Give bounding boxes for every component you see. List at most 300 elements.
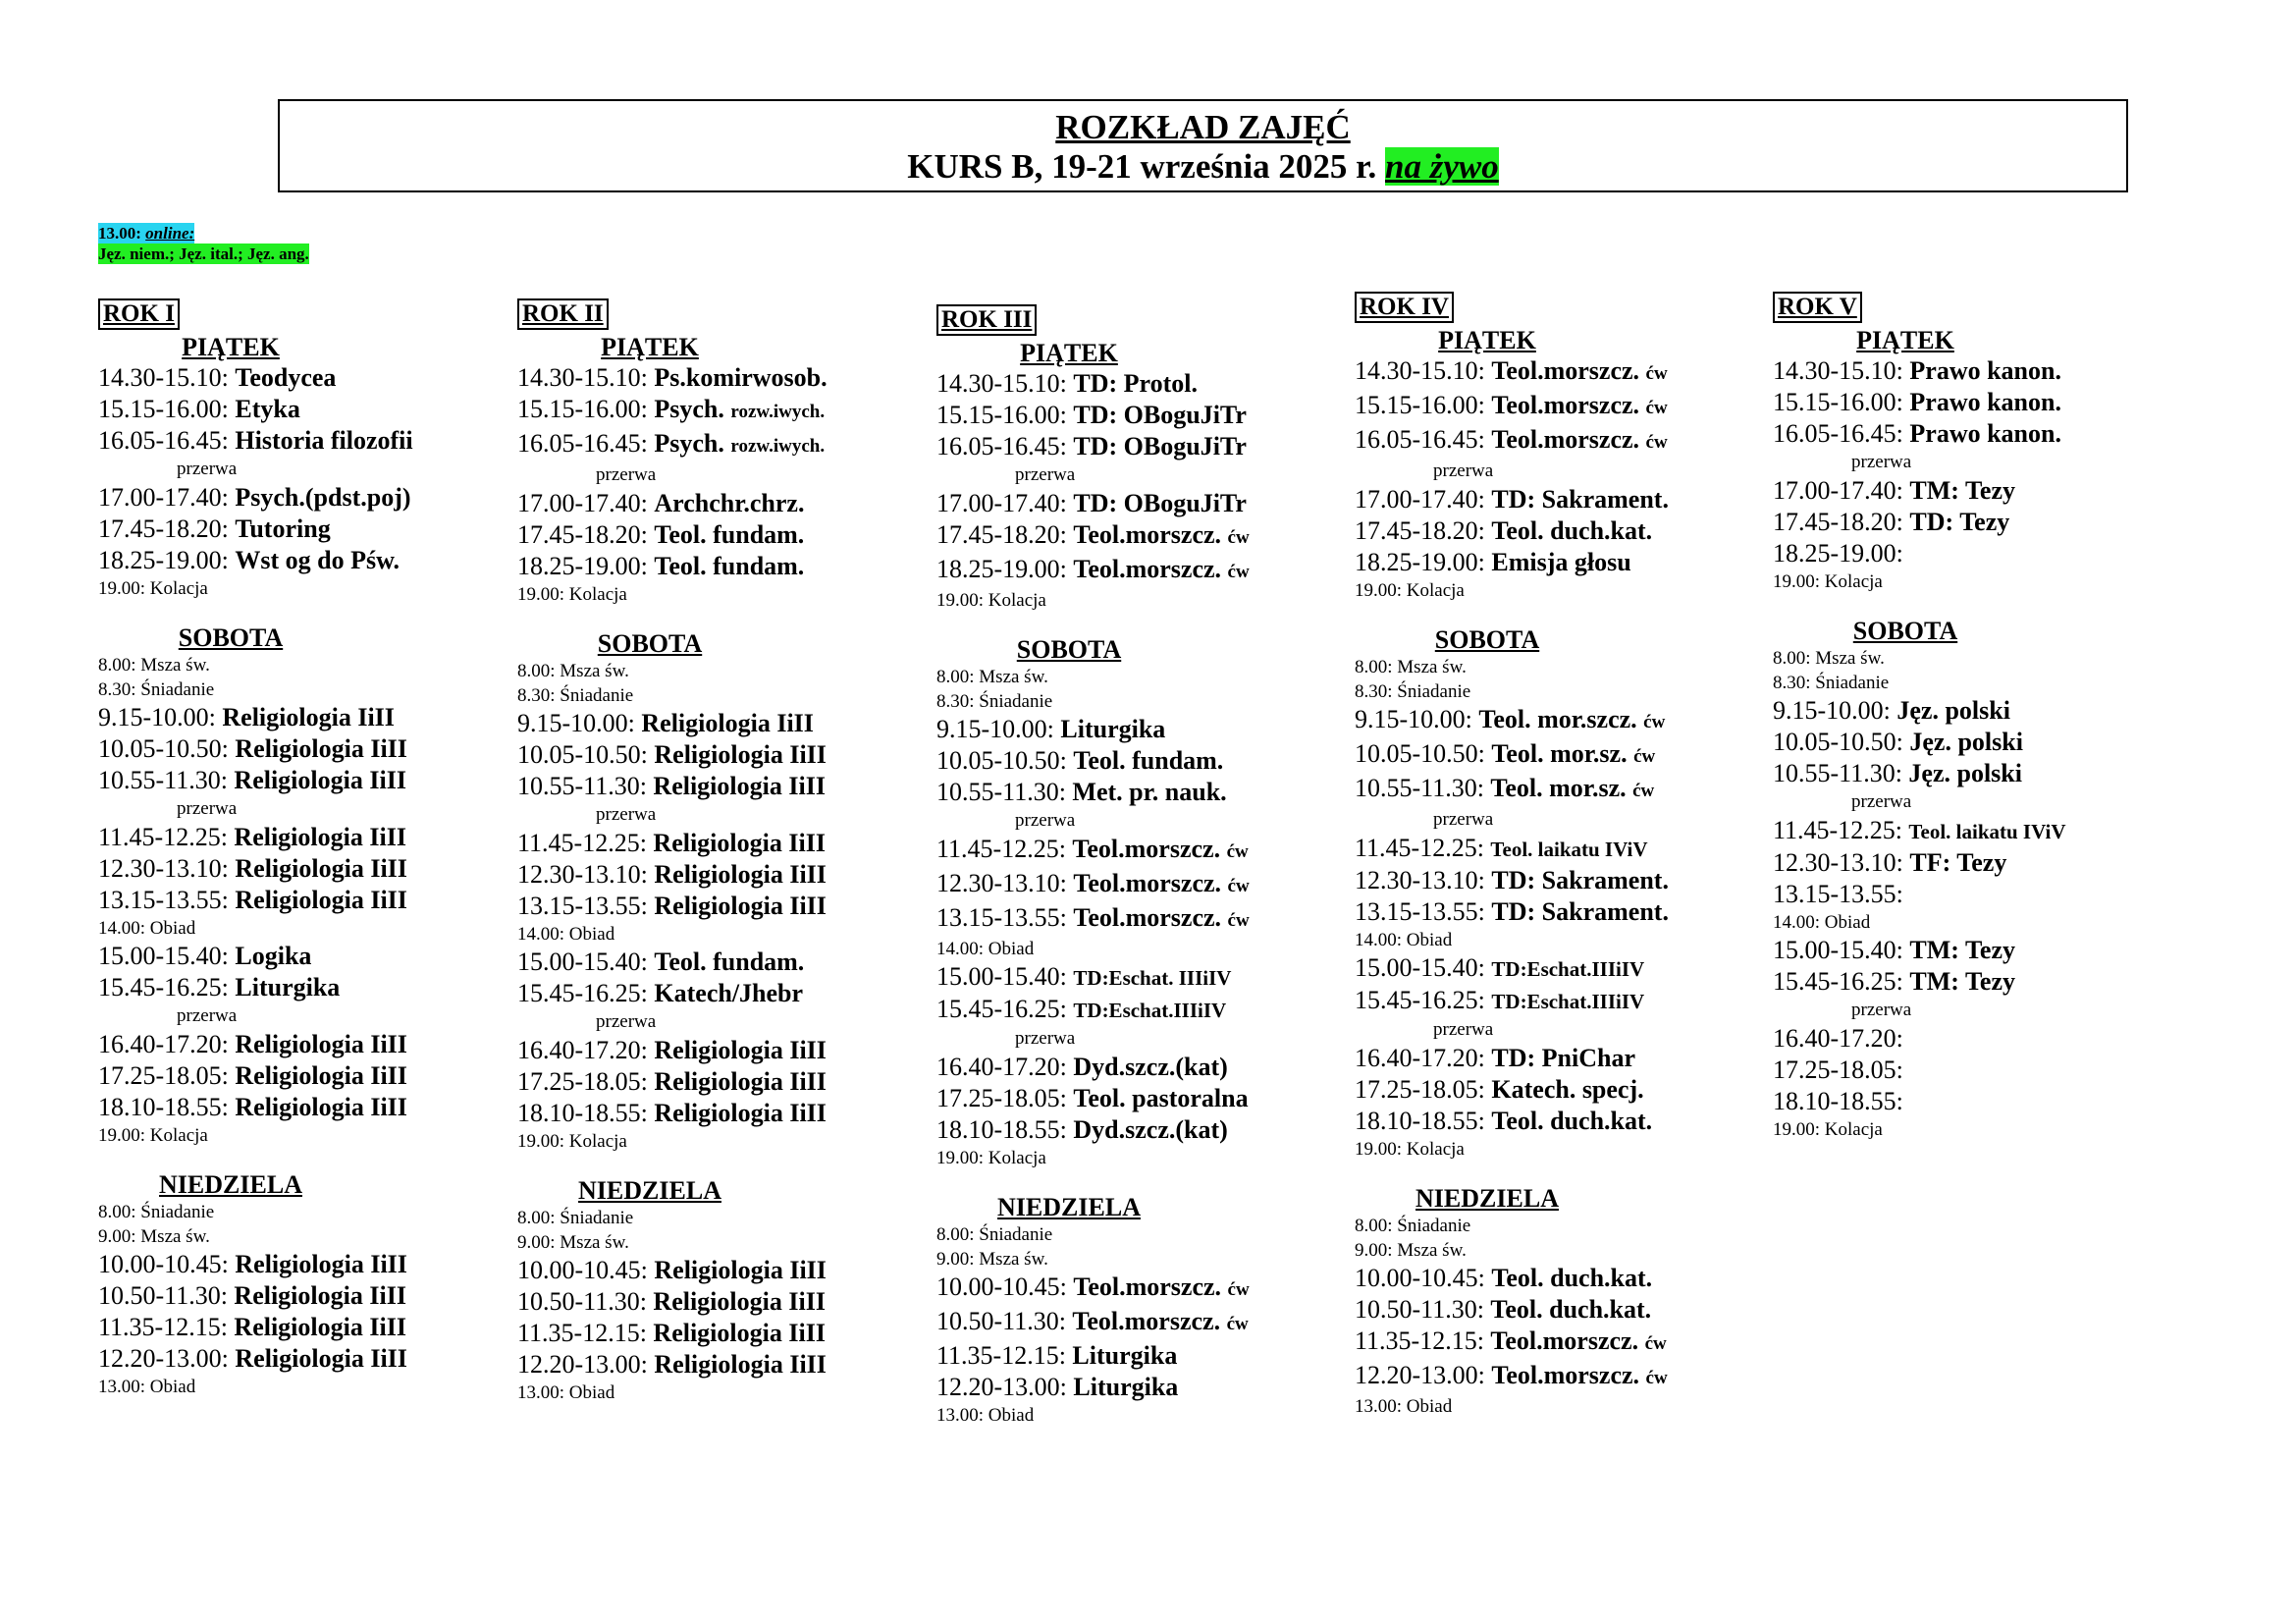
meal-entry: 9.00: Msza św. [1355, 1240, 1467, 1261]
slot-subject-note: ćw [1226, 841, 1249, 862]
slot-time: 16.05-16.45: [1773, 419, 1910, 448]
day-heading: PIĄTEK [1856, 326, 1954, 354]
slot-time: 10.00-10.45: [1355, 1264, 1492, 1292]
slot-subject: Emisja głosu [1491, 548, 1631, 576]
slot-time: 17.25-18.05: [1355, 1075, 1492, 1104]
slot-subject: TD: Sakrament. [1491, 866, 1669, 894]
schedule-slot [98, 941, 510, 972]
slot-subject: Jęz. polski [1909, 728, 2023, 756]
break-label: przerwa [1433, 460, 1494, 481]
day-spacer [98, 1148, 510, 1169]
slot-subject: Etyka [235, 395, 300, 423]
day-spacer [936, 1170, 1349, 1192]
year-column [517, 298, 930, 1405]
slot-subject: Religiologia IiII [654, 1036, 827, 1064]
online-time: 13.00: online: [98, 224, 195, 243]
schedule-slot [1355, 865, 1767, 896]
schedule-slot [936, 1340, 1349, 1372]
slot-time: 10.05-10.50: [936, 746, 1074, 775]
slot-subject-note: ćw [1632, 781, 1655, 801]
slot-time: 15.15-16.00: [517, 395, 655, 423]
slot-subject: TD:Eschat. IIIiIV [1073, 966, 1232, 990]
slot-time: 17.00-17.40: [936, 489, 1074, 517]
slot-time: 15.00-15.40: [517, 947, 655, 976]
schedule-slot [1773, 418, 2185, 450]
slot-time: 12.30-13.10: [1773, 848, 1910, 877]
meal-entry: 19.00: Kolacja [517, 584, 627, 605]
meal-entry: 8.00: Msza św. [517, 661, 629, 681]
schedule-slot [1773, 355, 2185, 387]
schedule-slot [517, 488, 930, 519]
slot-time: 17.45-18.20: [98, 514, 236, 543]
slot-time: 11.35-12.15: [936, 1341, 1073, 1370]
schedule-slot [98, 702, 510, 733]
slot-subject: Religiologia IiII [235, 1344, 407, 1373]
schedule-slot [936, 1052, 1349, 1083]
slot-time: 13.15-13.55: [517, 892, 655, 920]
slot-subject: Met. pr. nauk. [1072, 778, 1227, 806]
schedule-slot [1355, 952, 1767, 985]
slot-subject-note: rozw.iwych. [730, 402, 826, 422]
schedule-slot [936, 519, 1349, 554]
slot-subject: Religiologia IiII [235, 734, 407, 763]
slot-time: 10.55-11.30: [517, 772, 654, 800]
slot-subject: Dyd.szcz.(kat) [1073, 1115, 1228, 1144]
page-title: ROZKŁAD ZAJĘĆ [1055, 108, 1351, 146]
schedule-slot [936, 554, 1349, 588]
slot-time: 18.10-18.55: [1773, 1087, 1903, 1115]
slot-subject: TD: OBoguJiTr [1073, 432, 1247, 460]
schedule-slot [1773, 879, 2185, 910]
schedule-slot [1773, 387, 2185, 418]
schedule-slot [1355, 1326, 1767, 1360]
day-heading: NIEDZIELA [997, 1193, 1141, 1221]
slot-time: 15.45-16.25: [1355, 986, 1492, 1014]
slot-time: 9.15-10.00: [1355, 705, 1479, 733]
slot-subject: Religiologia IiII [234, 766, 406, 794]
slot-time: 17.25-18.05: [1773, 1056, 1903, 1084]
meal-entry: 19.00: Kolacja [1355, 1139, 1465, 1160]
slot-time: 15.00-15.40: [936, 962, 1074, 991]
slot-subject: Teol. duch.kat. [1491, 1264, 1653, 1292]
slot-time: 10.55-11.30: [1773, 759, 1909, 787]
meal-entry: 8.00: Śniadanie [98, 1202, 215, 1222]
slot-subject: Teol. mor.sz. [1490, 774, 1627, 802]
slot-time: 9.15-10.00: [98, 703, 223, 731]
slot-time: 18.10-18.55: [98, 1093, 236, 1121]
slot-time: 12.20-13.00: [936, 1373, 1074, 1401]
slot-subject: TD:Eschat.IIIiIV [1491, 990, 1645, 1013]
course-dates: KURS B, 19-21 września 2025 r. [907, 147, 1377, 186]
slot-subject: Religiologia IiII [234, 1281, 406, 1310]
slot-time: 16.05-16.45: [1355, 425, 1492, 454]
schedule-slot [1773, 538, 2185, 569]
slot-time: 17.25-18.05: [98, 1061, 236, 1090]
schedule-slot [517, 1066, 930, 1098]
schedule-slot [1773, 815, 2185, 847]
slot-subject: Religiologia IiII [654, 892, 827, 920]
break-label: przerwa [1433, 1019, 1494, 1040]
schedule-slot [1355, 1106, 1767, 1137]
break-label: przerwa [596, 804, 657, 825]
slot-subject: Teol.morszcz. [1073, 903, 1222, 932]
schedule-slot [98, 482, 510, 514]
meal-entry: 8.30: Śniadanie [936, 691, 1053, 712]
day-spacer [1773, 594, 2185, 616]
year-column [98, 298, 510, 1399]
slot-subject: Psych. [654, 429, 724, 458]
slot-time: 16.40-17.20: [98, 1030, 236, 1058]
schedule-slot [98, 822, 510, 853]
slot-subject: Psych.(pdst.poj) [235, 483, 411, 512]
slot-subject: Liturgika [1073, 1373, 1179, 1401]
day-heading: PIĄTEK [601, 333, 699, 361]
slot-subject-note: ćw [1227, 876, 1250, 896]
schedule-slot [98, 1249, 510, 1280]
slot-time: 18.25-19.00: [1773, 539, 1903, 568]
slot-subject: Teol. mor.sz. [1491, 739, 1628, 768]
schedule-slot [936, 1272, 1349, 1306]
slot-subject-note: ćw [1645, 432, 1668, 453]
schedule-slot [517, 1318, 930, 1349]
slot-subject: Wst og do Pśw. [235, 546, 400, 574]
day-heading: SOBOTA [1434, 625, 1540, 654]
schedule-slot [936, 745, 1349, 777]
schedule-slot [936, 1083, 1349, 1114]
schedule-slot [1355, 833, 1767, 865]
meal-entry: 8.00: Msza św. [1355, 657, 1467, 677]
slot-time: 16.05-16.45: [517, 429, 655, 458]
slot-time: 10.55-11.30: [936, 778, 1073, 806]
schedule-slot [1355, 773, 1767, 807]
slot-subject: Prawo kanon. [1909, 356, 2061, 385]
slot-subject: Teol. fundam. [654, 552, 805, 580]
online-label: online: [145, 224, 195, 243]
slot-subject: TD: Sakrament. [1491, 897, 1669, 926]
schedule-slot [1355, 1360, 1767, 1394]
slot-subject: Psych. [654, 395, 724, 423]
slot-time: 16.05-16.45: [98, 426, 236, 455]
schedule-slot [1355, 1074, 1767, 1106]
schedule-slot [98, 733, 510, 765]
schedule-slot [98, 1060, 510, 1092]
break-label: przerwa [177, 1005, 238, 1026]
slot-subject: TD: OBoguJiTr [1073, 401, 1247, 429]
slot-subject: Religiologia IiII [235, 1030, 407, 1058]
schedule-slot [517, 362, 930, 394]
slot-subject-note: ćw [1227, 562, 1250, 582]
slot-time: 15.00-15.40: [98, 942, 236, 970]
slot-subject: Religiologia IiII [654, 740, 827, 769]
slot-subject: TF: Tezy [1909, 848, 2007, 877]
slot-time: 17.00-17.40: [517, 489, 655, 517]
schedule-slot [517, 828, 930, 859]
day-heading: NIEDZIELA [1415, 1184, 1559, 1213]
schedule-slot [517, 708, 930, 739]
day-spacer [1355, 603, 1767, 624]
slot-time: 14.30-15.10: [1355, 356, 1492, 385]
slot-time: 12.30-13.10: [98, 854, 236, 883]
slot-subject: Katech. specj. [1491, 1075, 1644, 1104]
break-label: przerwa [1851, 1000, 1912, 1020]
slot-time: 15.15-16.00: [1355, 391, 1492, 419]
slot-subject: Religiologia IiII [653, 1287, 826, 1316]
meal-entry: 8.30: Śniadanie [98, 679, 215, 700]
slot-time: 13.15-13.55: [936, 903, 1074, 932]
slot-time: 18.25-19.00: [1355, 548, 1492, 576]
slot-time: 16.40-17.20: [1355, 1044, 1492, 1072]
slot-subject: Teol. duch.kat. [1491, 516, 1653, 545]
meal-entry: 13.00: Obiad [517, 1382, 615, 1403]
slot-subject-note: rozw.iwych. [730, 436, 826, 457]
slot-subject: Jęz. polski [1896, 696, 2010, 725]
schedule-slot [517, 739, 930, 771]
slot-time: 12.30-13.10: [936, 869, 1074, 897]
slot-time: 15.15-16.00: [98, 395, 236, 423]
schedule-slot [1355, 896, 1767, 928]
year-column [936, 304, 1349, 1428]
slot-subject: TD: PniChar [1491, 1044, 1636, 1072]
meal-entry: 8.00: Msza św. [936, 667, 1048, 687]
schedule-slot [98, 765, 510, 796]
schedule-slot [936, 1114, 1349, 1146]
slot-time: 17.45-18.20: [517, 520, 655, 549]
slot-time: 10.00-10.45: [936, 1272, 1074, 1301]
slot-time: 15.45-16.25: [936, 995, 1074, 1023]
slot-time: 10.50-11.30: [98, 1281, 235, 1310]
slot-subject: Teol.morszcz. [1491, 391, 1640, 419]
day-spacer [517, 1154, 930, 1175]
slot-time: 17.25-18.05: [936, 1084, 1074, 1112]
schedule-slot [98, 362, 510, 394]
schedule-slot [517, 519, 930, 551]
schedule-slot [517, 891, 930, 922]
year-label: ROK I [98, 298, 180, 330]
slot-subject-note: ćw [1643, 712, 1666, 732]
schedule-slot [936, 834, 1349, 868]
slot-time: 10.55-11.30: [98, 766, 235, 794]
schedule-slot [517, 771, 930, 802]
slot-time: 13.15-13.55: [98, 886, 236, 914]
slot-subject: Teol.morszcz. [1073, 869, 1222, 897]
slot-time: 15.15-16.00: [1773, 388, 1910, 416]
slot-subject: Teol.morszcz. [1073, 520, 1222, 549]
schedule-slot [1355, 390, 1767, 424]
slot-time: 12.30-13.10: [517, 860, 655, 889]
slot-time: 14.30-15.10: [517, 363, 655, 392]
slot-subject: Prawo kanon. [1909, 388, 2061, 416]
slot-subject: Teol.morszcz. [1072, 835, 1221, 863]
slot-subject: Religiologia IiII [653, 1319, 826, 1347]
meal-entry: 14.00: Obiad [1355, 930, 1453, 950]
schedule-slot [936, 1306, 1349, 1340]
schedule-slot [517, 1035, 930, 1066]
schedule-slot [936, 994, 1349, 1026]
schedule-slot [1355, 704, 1767, 738]
slot-time: 13.15-13.55: [1773, 880, 1903, 908]
schedule-slot [1355, 515, 1767, 547]
schedule-slot [517, 1255, 930, 1286]
slot-subject: Archchr.chrz. [654, 489, 805, 517]
year-label: ROK III [936, 304, 1037, 336]
slot-subject: Tutoring [235, 514, 331, 543]
schedule-slot [936, 400, 1349, 431]
schedule-slot [517, 859, 930, 891]
slot-time: 17.00-17.40: [98, 483, 236, 512]
slot-time: 11.45-12.25: [98, 823, 235, 851]
day-heading: SOBOTA [597, 629, 703, 658]
schedule-slot [98, 514, 510, 545]
slot-time: 10.50-11.30: [1355, 1295, 1491, 1324]
schedule-slot [1773, 1086, 2185, 1117]
day-spacer [98, 601, 510, 623]
schedule-slot [98, 1312, 510, 1343]
meal-entry: 9.00: Msza św. [98, 1226, 210, 1247]
slot-time: 9.15-10.00: [517, 709, 642, 737]
schedule-slot [517, 1286, 930, 1318]
slot-time: 9.15-10.00: [936, 715, 1061, 743]
slot-subject: TD:Eschat.IIIiIV [1491, 957, 1645, 981]
meal-entry: 8.00: Śniadanie [936, 1224, 1053, 1245]
slot-subject: Logika [235, 942, 312, 970]
meal-entry: 14.00: Obiad [98, 918, 196, 939]
slot-time: 14.30-15.10: [98, 363, 236, 392]
slot-subject: Liturgika [1060, 715, 1166, 743]
slot-subject: TD:Eschat.IIIiIV [1073, 999, 1227, 1022]
schedule-slot [1773, 695, 2185, 727]
slot-subject: Historia filozofii [235, 426, 413, 455]
slot-time: 12.20-13.00: [98, 1344, 236, 1373]
slot-subject: TD: Tezy [1909, 508, 2010, 536]
slot-time: 11.45-12.25: [936, 835, 1073, 863]
day-heading: SOBOTA [178, 623, 284, 652]
schedule-slot [936, 714, 1349, 745]
meal-entry: 19.00: Kolacja [1773, 1119, 1883, 1140]
online-note [98, 223, 309, 264]
slot-subject: Teol. duch.kat. [1490, 1295, 1652, 1324]
break-label: przerwa [1015, 1028, 1076, 1049]
meal-entry: 19.00: Kolacja [98, 578, 208, 599]
day-heading: NIEDZIELA [578, 1176, 721, 1205]
schedule-slot [517, 1098, 930, 1129]
slot-subject: Dyd.szcz.(kat) [1073, 1053, 1228, 1081]
schedule-slot [1773, 1023, 2185, 1055]
schedule-slot [1355, 547, 1767, 578]
slot-subject: Liturgika [1072, 1341, 1178, 1370]
schedule-slot [1773, 727, 2185, 758]
meal-entry: 13.00: Obiad [98, 1377, 196, 1397]
break-label: przerwa [1851, 452, 1912, 472]
meal-entry: 19.00: Kolacja [936, 590, 1046, 611]
slot-subject: Religiologia IiII [222, 703, 395, 731]
slot-time: 18.10-18.55: [1355, 1107, 1492, 1135]
live-label: na żywo [1385, 147, 1499, 186]
schedule-slot [1355, 1294, 1767, 1326]
slot-subject: Teol.morszcz. [1490, 1326, 1639, 1355]
slot-time: 18.10-18.55: [517, 1099, 655, 1127]
day-spacer [936, 613, 1349, 634]
slot-time: 12.20-13.00: [1355, 1361, 1492, 1389]
schedule-slot [1773, 475, 2185, 507]
slot-time: 13.15-13.55: [1355, 897, 1492, 926]
slot-subject: Teol. laikatu IViV [1490, 838, 1648, 861]
schedule-slot [936, 902, 1349, 937]
slot-subject: Religiologia IiII [654, 1099, 827, 1127]
slot-subject: Teol.morszcz. [1073, 1272, 1222, 1301]
slot-subject: Religiologia IiII [654, 1350, 827, 1379]
meal-entry: 19.00: Kolacja [1355, 580, 1465, 601]
schedule-slot [1355, 355, 1767, 390]
slot-subject: Religiologia IiII [234, 823, 406, 851]
year-label: ROK II [517, 298, 609, 330]
meal-entry: 8.30: Śniadanie [517, 685, 634, 706]
schedule-slot [98, 1029, 510, 1060]
day-spacer [517, 607, 930, 628]
meal-entry: 19.00: Kolacja [936, 1148, 1046, 1168]
slot-time: 11.35-12.15: [1355, 1326, 1491, 1355]
slot-time: 11.35-12.15: [517, 1319, 654, 1347]
meal-entry: 8.30: Śniadanie [1355, 681, 1471, 702]
slot-time: 17.00-17.40: [1773, 476, 1910, 505]
slot-subject-note: ćw [1633, 746, 1656, 767]
year-column [1773, 292, 2185, 1142]
schedule-slot [1773, 507, 2185, 538]
slot-time: 11.45-12.25: [517, 829, 654, 857]
slot-subject: Teol. laikatu IViV [1908, 820, 2066, 843]
slot-subject: TM: Tezy [1909, 476, 2015, 505]
slot-subject: Religiologia IiII [641, 709, 814, 737]
slot-time: 17.00-17.40: [1355, 485, 1492, 514]
meal-entry: 8.00: Msza św. [98, 655, 210, 676]
day-heading: NIEDZIELA [159, 1170, 302, 1199]
slot-time: 15.45-16.25: [1773, 967, 1910, 996]
schedule-slot [98, 1280, 510, 1312]
slot-subject: Katech/Jhebr [654, 979, 804, 1007]
slot-time: 10.05-10.50: [1355, 739, 1492, 768]
meal-entry: 9.00: Msza św. [517, 1232, 629, 1253]
meal-entry: 8.30: Śniadanie [1773, 673, 1890, 693]
slot-subject: Teol. fundam. [654, 947, 805, 976]
slot-time: 15.45-16.25: [517, 979, 655, 1007]
meal-entry: 8.00: Msza św. [1773, 648, 1885, 669]
slot-subject: Teol. duch.kat. [1491, 1107, 1653, 1135]
year-label: ROK IV [1355, 292, 1454, 323]
schedule-title-box [278, 99, 2128, 192]
meal-entry: 14.00: Obiad [1773, 912, 1871, 933]
slot-time: 16.05-16.45: [936, 432, 1074, 460]
meal-entry: 8.00: Śniadanie [1355, 1216, 1471, 1236]
schedule-slot [517, 551, 930, 582]
slot-subject: TM: Tezy [1909, 936, 2015, 964]
schedule-slot [936, 431, 1349, 462]
schedule-slot [936, 488, 1349, 519]
schedule-slot [1773, 1055, 2185, 1086]
meal-entry: 19.00: Kolacja [1773, 571, 1883, 592]
break-label: przerwa [177, 459, 238, 479]
slot-time: 18.10-18.55: [936, 1115, 1074, 1144]
slot-subject: Ps.komirwosob. [654, 363, 828, 392]
schedule-slot [98, 972, 510, 1003]
slot-subject-note: ćw [1227, 1279, 1250, 1300]
schedule-slot [936, 868, 1349, 902]
slot-subject: Religiologia IiII [654, 1067, 827, 1096]
slot-subject-note: ćw [1227, 527, 1250, 548]
break-label: przerwa [1851, 791, 1912, 812]
schedule-slot [517, 428, 930, 462]
slot-subject: Teol. pastoralna [1073, 1084, 1249, 1112]
break-label: przerwa [177, 798, 238, 819]
slot-subject: Religiologia IiII [235, 1250, 407, 1278]
